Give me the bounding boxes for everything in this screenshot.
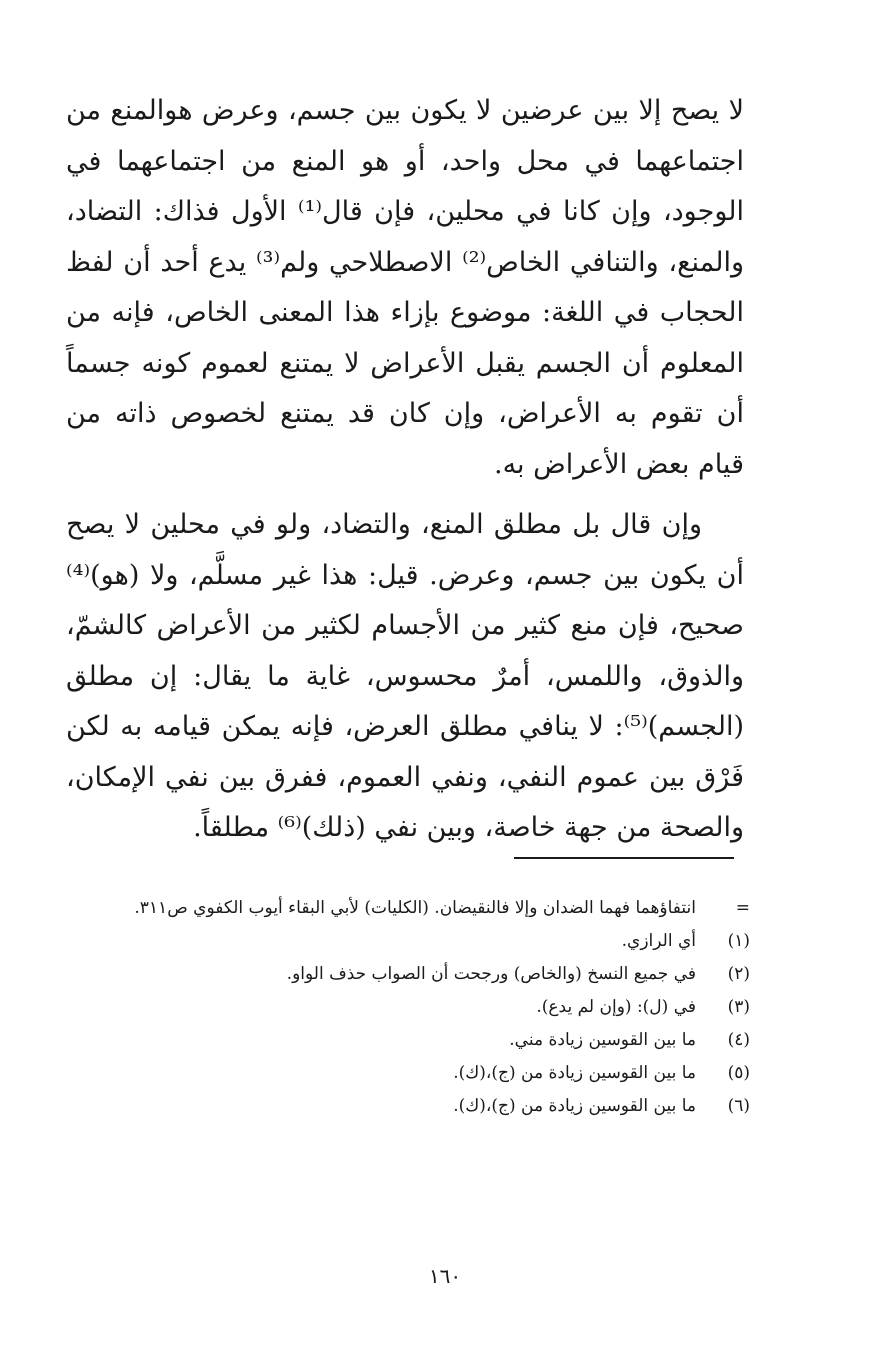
paragraph-1: لا يصح إلا بين عرضين لا يكون بين جسم، وعرض هوالمنع من اجتماعهما في محل واحد، أو هو المنع من اجتماعهما في الوجود، وإن كانا في محلين، فإن قال⁽¹⁾ الأول فذاك: التضاد، والمنع، والتنافي الخاص⁽²⁾ الاصطلاحي ولم⁽³⁾ يدع أحد أن لفظ الحجاب في اللغة: موضوع بإزاء هذا المعنى الخاص، فإنه من المعلوم أن الجسم يقبل الأعراض لا يمتنع لعموم كونه جسماً أن تقوم به الأعراض، وإن كان قد يمتنع لخصوص ذاته من قيام بعض الأعراض به.: [66, 95, 744, 480]
footnote-marker: (٤): [727, 1030, 750, 1050]
paragraph-2: وإن قال بل مطلق المنع، والتضاد، ولو في محلين لا يصح أن يكون بين جسم، وعرض. قيل: هذا غير مسلَّم، ولا (هو)⁽⁴⁾ صحيح، فإن منع كثير من الأجسام لكثير من الأعراض كالشمّ، والذوق، واللمس، أمرٌ محسوس، غاية ما يقال: إن مطلق (الجسم)⁽⁵⁾: لا ينافي مطلق العرض، فإنه يمكن قيامه به لكن فَرْق بين عموم النفي، ونفي العموم، ففرق بين نفي الإمكان، والصحة من جهة خاصة، وبين نفي (ذلك)⁽⁶⁾ مطلقاً.: [66, 509, 744, 843]
footnote-text: أي الرازي.: [621, 931, 696, 951]
main-text: [66, 86, 744, 854]
footnote-text: ما بين القوسين زيادة من (ج)،(ك).: [453, 1063, 696, 1083]
footnote-continuation: [66, 892, 750, 925]
footnote-text: ما بين القوسين زيادة من (ج)،(ك).: [453, 1096, 696, 1116]
page-number: ١٦٠: [428, 1264, 462, 1288]
footnote-marker: (٢): [727, 964, 750, 984]
footnote-marker: (٦): [727, 1096, 750, 1116]
footnote-2: [66, 958, 750, 991]
footnote-3: [66, 991, 750, 1024]
footnote-marker: =: [735, 898, 750, 918]
footnote-text: انتفاؤهما فهما الضدان وإلا فالنقيضان. (الكليات) لأبي البقاء أيوب الكفوي ص٣١١.: [134, 898, 696, 918]
footnote-text: في (ل): (وإن لم يدع).: [536, 997, 696, 1017]
footnote-divider: [514, 857, 734, 859]
footnote-marker: (٥): [727, 1063, 750, 1083]
footnote-text: في جميع النسخ (والخاص) ورجحت أن الصواب حذف الواو.: [286, 964, 696, 984]
footnote-marker: (١): [727, 931, 750, 951]
footnote-5: [66, 1057, 750, 1090]
footnotes: [66, 892, 750, 1123]
footnote-text: ما بين القوسين زيادة مني.: [509, 1030, 696, 1050]
footnote-1: [66, 925, 750, 958]
footnote-6: [66, 1090, 750, 1123]
footnote-4: [66, 1024, 750, 1057]
footnote-marker: (٣): [727, 997, 750, 1017]
